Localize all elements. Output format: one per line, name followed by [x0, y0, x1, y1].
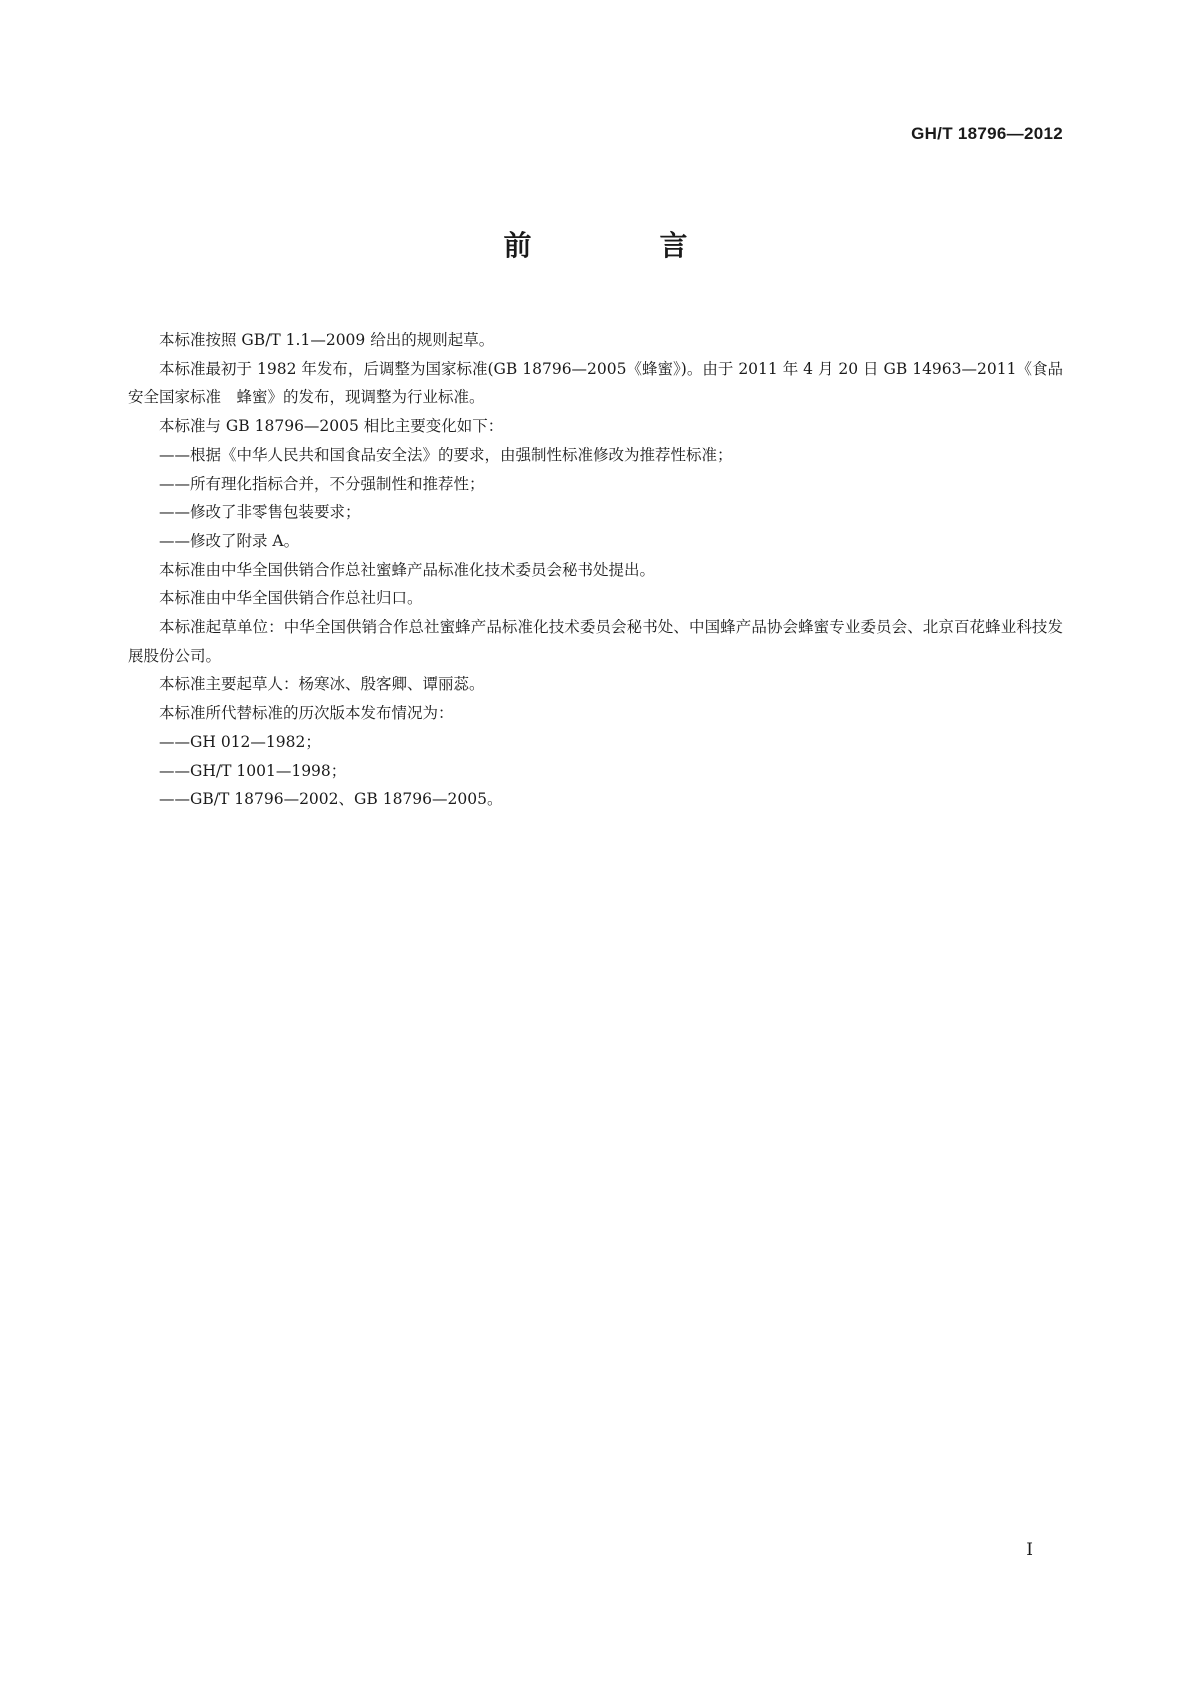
- paragraph-version-history-intro: 本标准所代替标准的历次版本发布情况为：: [159, 704, 454, 723]
- page-title: 前 言: [503, 229, 738, 262]
- page-number: I: [1026, 1540, 1033, 1560]
- paragraph-drafters: 本标准主要起草人：杨寒冰、殷客卿、谭丽蕊。: [159, 675, 485, 694]
- paragraph-proposer: 本标准由中华全国供销合作总社蜜蜂产品标准化技术委员会秘书处提出。: [159, 560, 656, 579]
- history-item: ——GH 012—1982；: [159, 732, 321, 751]
- foreword-body: [128, 326, 1063, 814]
- change-item: ——修改了非零售包装要求；: [159, 503, 361, 522]
- history-item: ——GH/T 1001—1998；: [159, 761, 347, 780]
- paragraph-drafting-units: 本标准起草单位：中华全国供销合作总社蜜蜂产品标准化技术委员会秘书处、中国蜂产品协会蜂蜜专业委员会、北京百花蜂业科技发展股份公司。: [128, 618, 1063, 665]
- change-item: ——修改了附录 A。: [159, 531, 300, 550]
- paragraph-history: 本标准最初于 1982 年发布，后调整为国家标准(GB 18796—2005《蜂蜜》)。由于 2011 年 4 月 20 日 GB 14963—2011《食品安全国家标准 蜂蜜》的发布，现调整为行业标准。: [128, 359, 1063, 407]
- standard-code-header: GH/T 18796—2012: [911, 124, 1063, 143]
- history-item: ——GB/T 18796—2002、GB 18796—2005。: [159, 790, 503, 809]
- paragraph-changes-intro: 本标准与 GB 18796—2005 相比主要变化如下：: [159, 417, 504, 436]
- change-item: ——根据《中华人民共和国食品安全法》的要求，由强制性标准修改为推荐性标准；: [159, 445, 733, 464]
- paragraph-drafting-rules: 本标准按照 GB/T 1.1—2009 给出的规则起草。: [159, 331, 495, 349]
- paragraph-centralized: 本标准由中华全国供销合作总社归口。: [159, 589, 423, 608]
- change-item: ——所有理化指标合并，不分强制性和推荐性；: [159, 474, 485, 493]
